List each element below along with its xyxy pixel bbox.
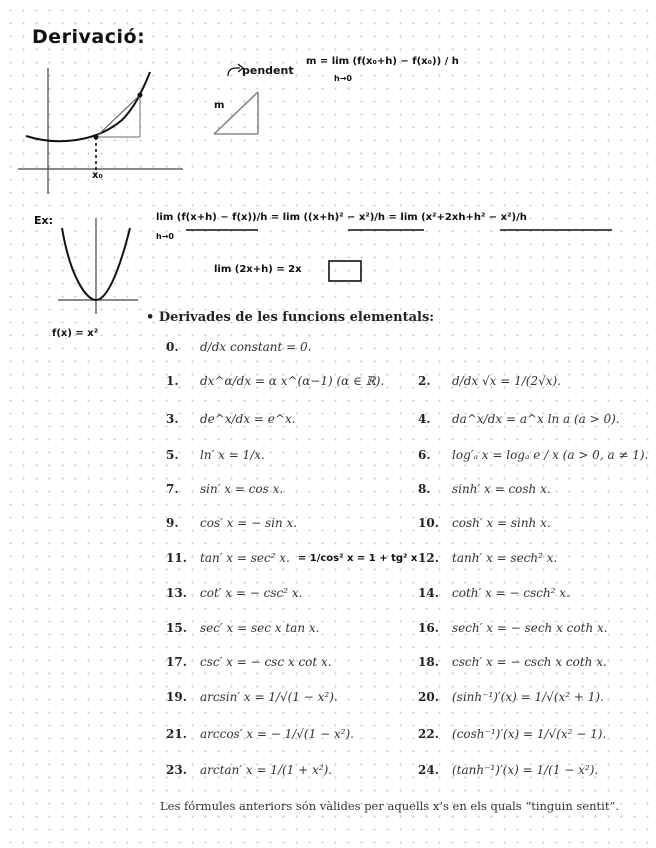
example-label: Ex:	[34, 214, 54, 227]
formula-text: log′ₐ x = logₐ e / x (a > 0, a ≠ 1).	[452, 448, 649, 462]
x0-label: x₀	[92, 170, 103, 181]
formula-text: d/dx constant = 0.	[200, 340, 312, 354]
formula-text: (sinh⁻¹)′(x) = 1/√(x² + 1).	[452, 690, 604, 704]
formula-text: (cosh⁻¹)′(x) = 1/√(x² − 1).	[452, 727, 607, 741]
formula-text: cosh′ x = sinh x.	[452, 516, 551, 530]
answer-box	[328, 260, 362, 282]
formula-number: 9.	[166, 516, 179, 530]
formula-number: 11.	[166, 551, 187, 565]
formula-text: cot′ x = − csc² x.	[200, 586, 303, 600]
section-heading-text: Derivades de les funcions elementals:	[158, 310, 435, 325]
formula-18	[418, 655, 607, 669]
example-line1: lim (f(x+h) − f(x))/h = lim ((x+h)² − x²)/h = lim (x²+2xh+h² − x²)/h	[156, 212, 527, 223]
formula-5	[166, 448, 265, 462]
formula-number: 3.	[166, 412, 179, 426]
tan-handwritten-note: = 1/cos² x = 1 + tg² x	[297, 552, 418, 564]
formula-number: 8.	[418, 482, 431, 496]
formula-text: csc′ x = − csc x cot x.	[200, 655, 332, 669]
formula-number: 13.	[166, 586, 187, 600]
formula-2	[418, 374, 561, 388]
formula-text: de^x/dx = e^x.	[200, 412, 296, 426]
formula-17	[166, 655, 332, 669]
footer-note: Les fórmules anteriors són vàlides per aquells x’s en els quals “tinguin sentit”.	[160, 799, 619, 813]
formula-text: arctan′ x = 1/(1 + x²).	[200, 763, 333, 777]
formula-text: coth′ x = − csch² x.	[452, 586, 570, 600]
formula-number: 17.	[166, 655, 187, 669]
formula-number: 2.	[418, 374, 431, 388]
function-label: f(x) = x²	[52, 328, 99, 339]
tangent-sketch	[18, 62, 188, 202]
page-title: Derivació:	[32, 26, 146, 48]
formula-text: dx^α/dx = α x^(α−1) (α ∈ ℝ).	[200, 374, 385, 388]
formula-number: 23.	[166, 763, 187, 777]
formula-23	[166, 763, 332, 777]
formula-number: 20.	[418, 690, 439, 704]
formula-text: sinh′ x = cosh x.	[452, 482, 551, 496]
formula-number: 10.	[418, 516, 439, 530]
formula-16	[418, 621, 608, 635]
formula-12	[418, 551, 557, 565]
formula-number: 12.	[418, 551, 439, 565]
formula-text: da^x/dx = a^x ln a (a > 0).	[452, 412, 620, 426]
parabola-sketch	[52, 216, 142, 316]
formula-3	[166, 412, 296, 426]
formula-9	[166, 516, 297, 530]
formula-number: 5.	[166, 448, 179, 462]
formula-number: 14.	[418, 586, 439, 600]
formula-8	[418, 482, 551, 496]
pendent-label: pendent	[242, 64, 294, 77]
formula-number: 4.	[418, 412, 431, 426]
formula-22	[418, 727, 606, 741]
formula-1	[166, 374, 384, 388]
formula-number: 0.	[166, 340, 179, 354]
formula-number: 16.	[418, 621, 439, 635]
formula-text: sin′ x = cos x.	[200, 482, 284, 496]
section-heading: • Derivades de les funcions elementals:	[146, 310, 435, 325]
formula-text: (tanh⁻¹)′(x) = 1/(1 − x²).	[452, 763, 599, 777]
formula-number: 24.	[418, 763, 439, 777]
slope-definition: m = lim (f(x₀+h) − f(x₀)) / h	[306, 56, 459, 67]
formula-6	[418, 448, 648, 462]
formula-15	[166, 621, 319, 635]
formula-10	[418, 516, 551, 530]
formula-13	[166, 586, 302, 600]
formula-text: tan′ x = sec² x.	[200, 551, 290, 565]
slope-lim-sub: h→0	[334, 74, 352, 83]
formula-19	[166, 690, 338, 704]
formula-number: 15.	[166, 621, 187, 635]
formula-20	[418, 690, 604, 704]
formula-number: 21.	[166, 727, 187, 741]
formula-number: 6.	[418, 448, 431, 462]
fraction-rules	[186, 228, 616, 232]
formula-text: d/dx √x = 1/(2√x).	[452, 374, 561, 388]
example-line2: lim (2x+h) = 2x	[214, 264, 302, 275]
formula-14	[418, 586, 570, 600]
formula-24	[418, 763, 598, 777]
formula-11	[166, 551, 417, 565]
formula-7	[166, 482, 283, 496]
formula-text: sec′ x = sec x tan x.	[200, 621, 320, 635]
formula-text: tanh′ x = sech² x.	[452, 551, 558, 565]
formula-number: 1.	[166, 374, 179, 388]
formula-0	[166, 340, 311, 354]
formula-text: arcsin′ x = 1/√(1 − x²).	[200, 690, 338, 704]
formula-text: ln′ x = 1/x.	[200, 448, 265, 462]
m-label: m	[214, 100, 225, 111]
formula-4	[418, 412, 620, 426]
example-lim-sub: h→0	[156, 232, 174, 241]
formula-number: 19.	[166, 690, 187, 704]
formula-text: sech′ x = − sech x coth x.	[452, 621, 608, 635]
formula-number: 18.	[418, 655, 439, 669]
formula-text: cos′ x = − sin x.	[200, 516, 298, 530]
formula-text: arccos′ x = − 1/√(1 − x²).	[200, 727, 354, 741]
formula-text: csch′ x = − csch x coth x.	[452, 655, 607, 669]
formula-21	[166, 727, 354, 741]
formula-number: 7.	[166, 482, 179, 496]
formula-number: 22.	[418, 727, 439, 741]
